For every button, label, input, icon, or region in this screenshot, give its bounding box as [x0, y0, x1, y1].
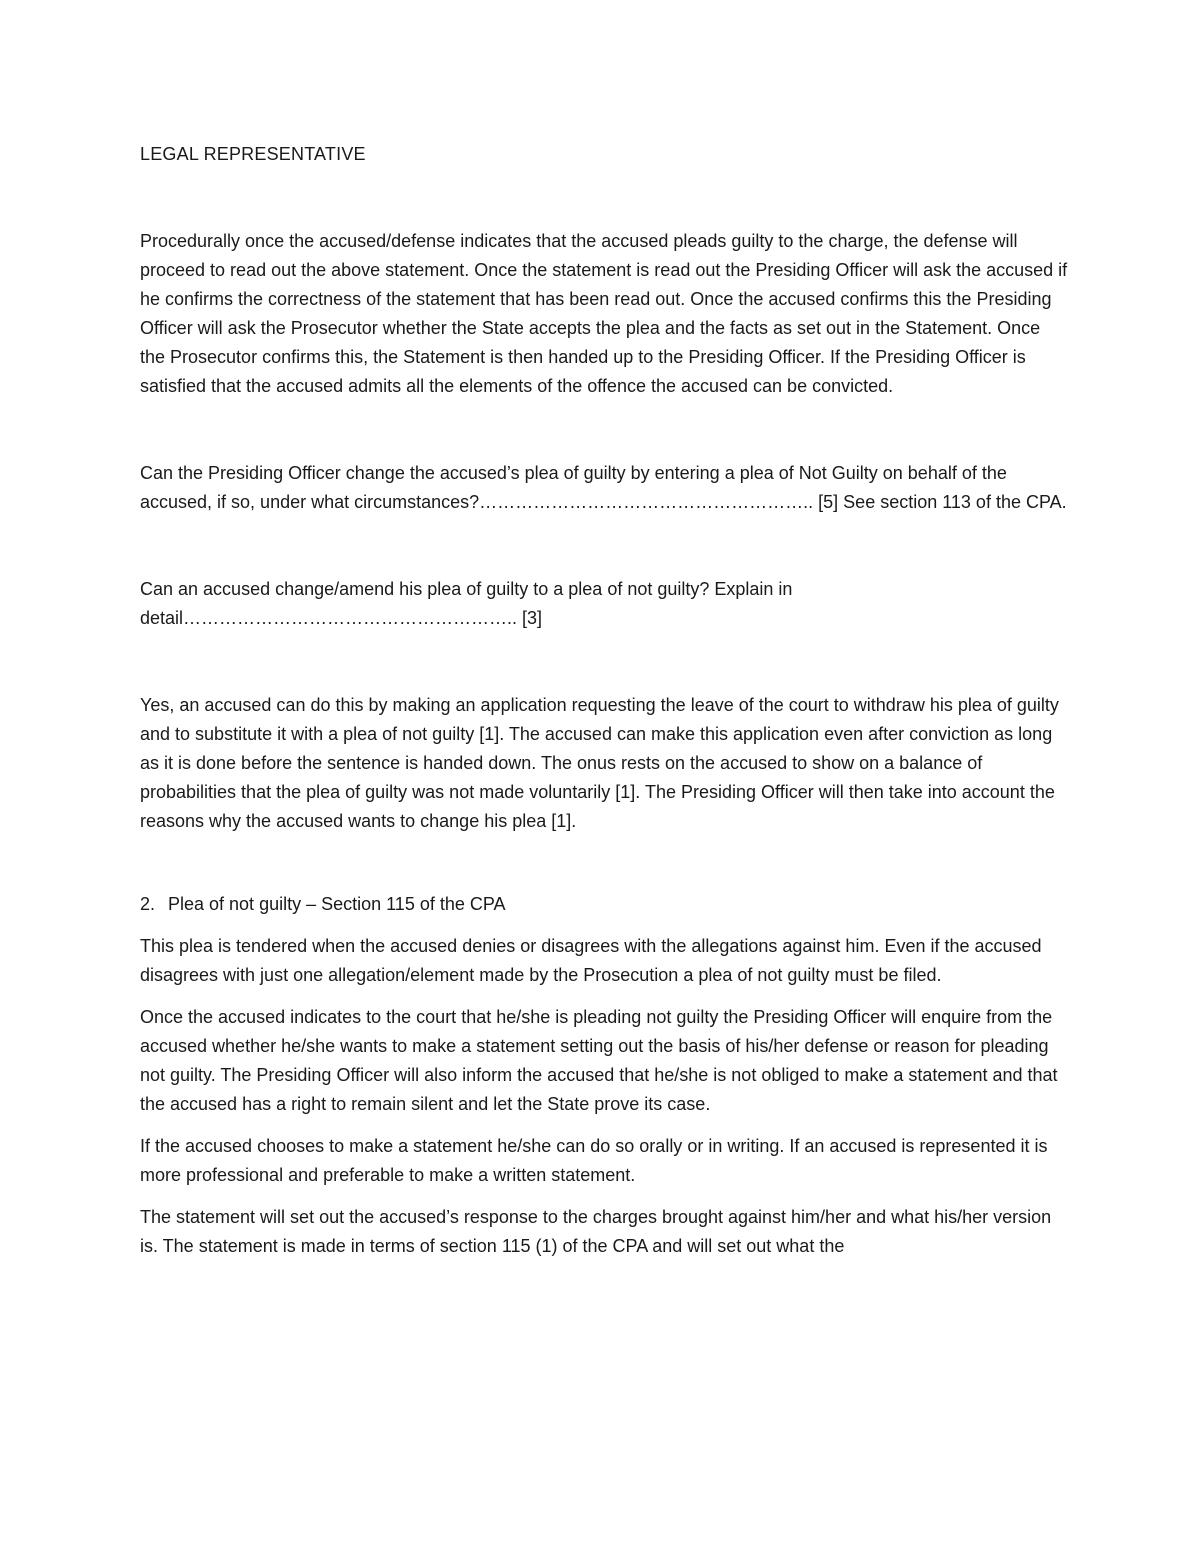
section-heading-not-guilty — [140, 890, 1070, 919]
paragraph-oral-or-written: If the accused chooses to make a statement he/she can do so orally or in writing. If an accused is represented it is more professional and preferable to make a written statement. — [140, 1136, 1048, 1185]
document-page — [140, 140, 1070, 1261]
question-presiding-officer-plea: Can the Presiding Officer change the accused’s plea of guilty by entering a plea of Not Guilty on behalf of the accused, if so, under what circumstances?……………………………………………….. [5] See section 113 of the CPA. — [140, 463, 1067, 512]
answer-change-plea: Yes, an accused can do this by making an application requesting the leave of the court to withdraw his plea of guilty and to substitute it with a plea of not guilty [1]. The accused can make this application even after conviction as long as it is done before the sentence is handed down. The onus rests on the accused to show on a balance of probabilities that the plea of guilty was not made voluntarily [1]. The Presiding Officer will then take into account the reasons why the accused wants to change his plea [1]. — [140, 695, 1059, 831]
paragraph-procedure: Procedurally once the accused/defense indicates that the accused pleads guilty to the charge, the defense will proceed to read out the above statement. Once the statement is read out the Presiding Officer will ask the accused if he confirms the correctness of the statement that has been read out. Once the accused confirms this the Presiding Officer will ask the Prosecutor whether the State accepts the plea and the facts as set out in the Statement. Once the Prosecutor confirms this, the Statement is then handed up to the Presiding Officer. If the Presiding Officer is satisfied that the accused admits all the elements of the offence the accused can be convicted. — [140, 231, 1068, 396]
section-title: Plea of not guilty – Section 115 of the CPA — [168, 894, 506, 914]
question-change-plea: Can an accused change/amend his plea of guilty to a plea of not guilty? Explain in detail……………………………………………….. [3] — [140, 579, 793, 628]
paragraph-statement-content: The statement will set out the accused’s response to the charges brought against him/her and what his/her version is. The statement is made in terms of section 115 (1) of the CPA and will set out what the — [140, 1207, 1052, 1256]
document-heading: LEGAL REPRESENTATIVE — [140, 144, 366, 164]
paragraph-plea-tendered: This plea is tendered when the accused denies or disagrees with the allegations against him. Even if the accused disagrees with just one allegation/element made by the Prosecution a plea of not guilty must be filed. — [140, 936, 1042, 985]
section-number: 2. — [140, 894, 156, 914]
paragraph-statement-enquiry: Once the accused indicates to the court that he/she is pleading not guilty the Presiding Officer will enquire from the accused whether he/she wants to make a statement setting out the basis of his/her defense or reason for pleading not guilty. The Presiding Officer will also inform the accused that he/she is not obliged to make a statement and that the accused has a right to remain silent and let the State prove its case. — [140, 1007, 1058, 1114]
